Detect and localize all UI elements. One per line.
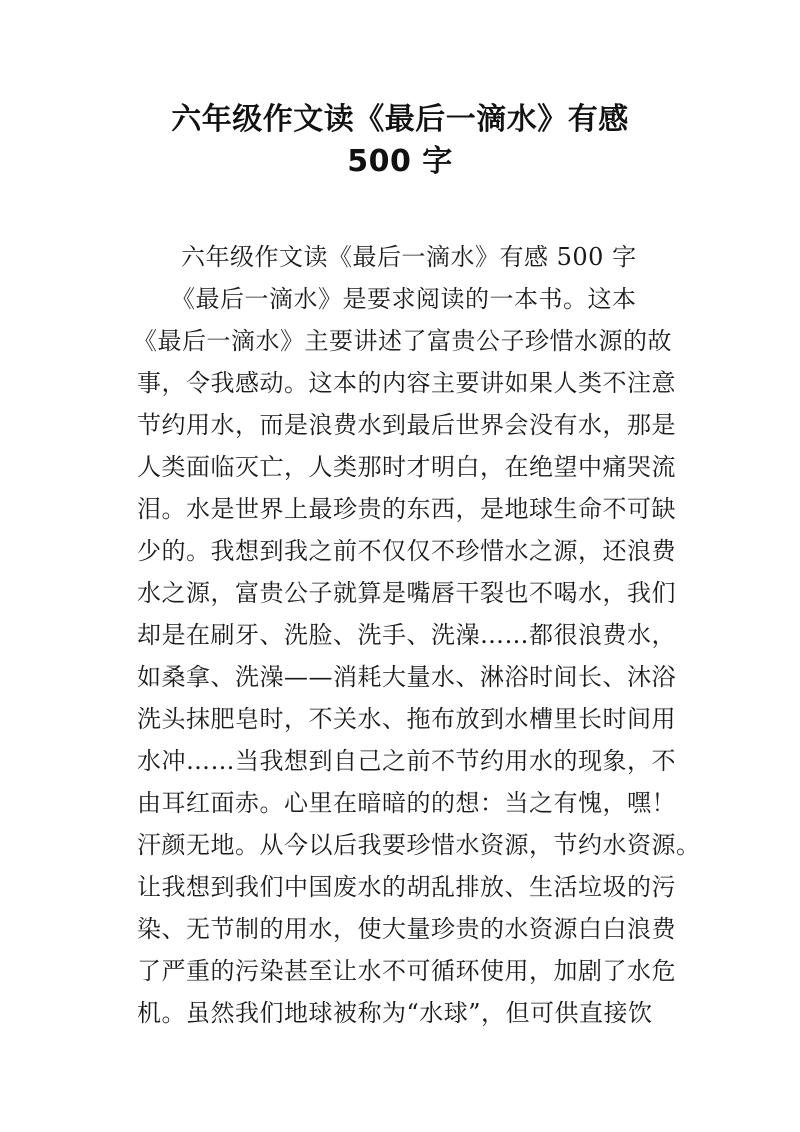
body-line: 少的。我想到我之前不仅仅不珍惜水之源，还浪费: [137, 537, 676, 565]
body-line: 染、无节制的用水，使大量珍贵的水资源白白浪费: [137, 915, 676, 943]
body-line: 人类面临灭亡，人类那时才明白，在绝望中痛哭流: [137, 453, 676, 481]
document-title-line-1: 六年级作文读《最后一滴水》有感: [171, 102, 629, 137]
body-line: 机。虽然我们地球被称为“水球”，但可供直接饮: [137, 999, 653, 1027]
body-line: 《最后一滴水》主要讲述了富贵公子珍惜水源的故: [133, 327, 672, 355]
body-line: 如桑拿、洗澡——消耗大量水、淋浴时间长、沐浴: [137, 663, 676, 691]
body-line: 让我想到我们中国废水的胡乱排放、生活垃圾的污: [137, 873, 676, 901]
body-line: 水之源，富贵公子就算是嘴唇干裂也不喝水，我们: [137, 579, 676, 607]
document-subtitle: 六年级作文读《最后一滴水》有感 500 字: [181, 243, 637, 271]
body-line: 事，令我感动。这本的内容主要讲如果人类不注意: [137, 369, 676, 397]
body-line: 水冲……当我想到自己之前不节约用水的现象，不: [137, 747, 676, 775]
document-title-line-2: 500 字: [347, 144, 453, 179]
body-line: 洗头抹肥皂时，不关水、拖布放到水槽里长时间用: [137, 705, 676, 733]
body-line: 节约用水，而是浪费水到最后世界会没有水，那是: [137, 411, 676, 439]
body-line: 由耳红面赤。心里在暗暗的的想：当之有愧，嘿！: [137, 789, 676, 817]
body-line: 泪。水是世界上最珍贵的东西，是地球生命不可缺: [137, 495, 676, 523]
body-line: 汗颜无地。从今以后我要珍惜水资源，节约水资源。: [137, 831, 701, 859]
body-line: 了严重的污染甚至让水不可循环使用，加剧了水危: [137, 957, 676, 985]
body-line: 《最后一滴水》是要求阅读的一本书。这本: [171, 285, 637, 313]
body-line: 却是在刷牙、洗脸、洗手、洗澡……都很浪费水，: [137, 621, 676, 649]
